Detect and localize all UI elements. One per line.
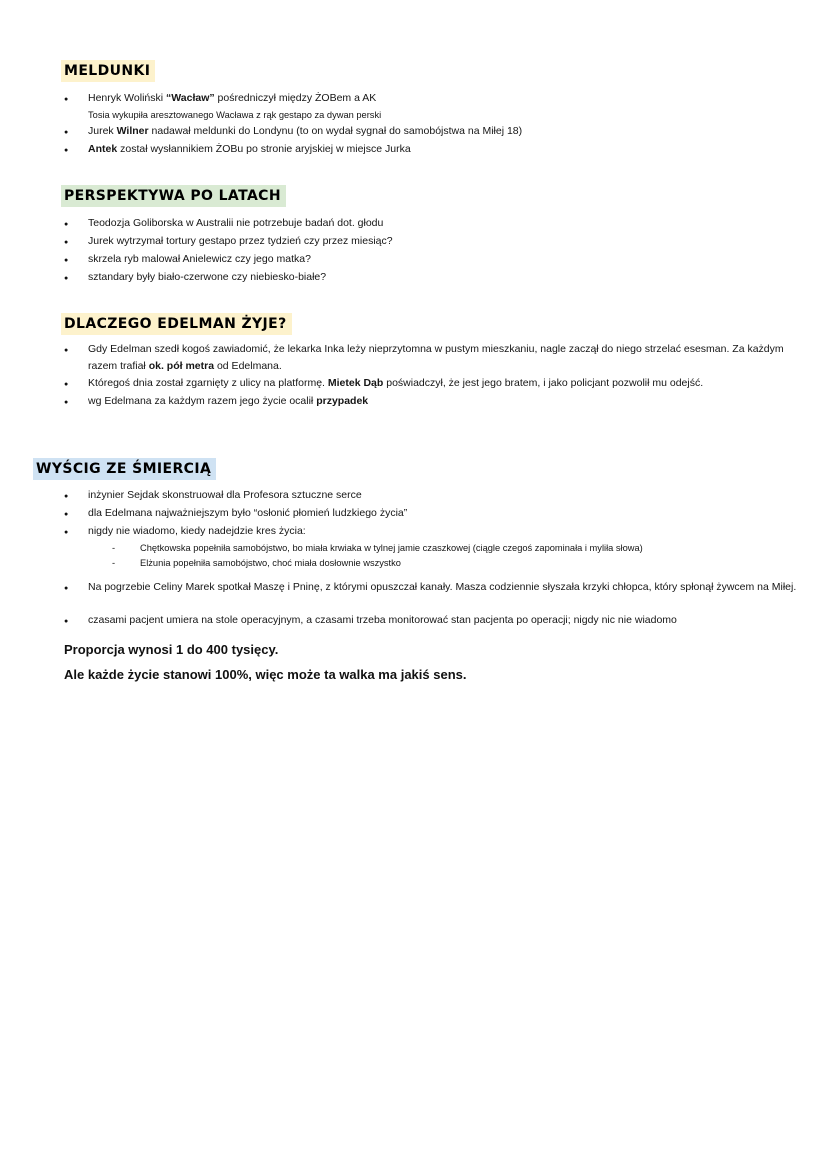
section-title: DLACZEGO EDELMAN ŻYJE? — [61, 313, 292, 335]
closing-line-2: Ale każde życie stanowi 100%, więc może ta walka ma jakiś sens. — [64, 667, 467, 682]
bullet-item — [64, 90, 804, 108]
dash-icon: - — [112, 558, 116, 568]
bullet-text: Któregoś dnia został zgarnięty z ulicy na platformę. Mietek Dąb poświadczył, że jest jego bratem, i jako policjant pozwolił mu odejść. — [88, 377, 704, 389]
section-perspektywa-po-latach — [64, 185, 804, 287]
bullet-icon: ● — [64, 257, 69, 264]
bullet-item — [64, 612, 804, 630]
bullet-icon: ● — [64, 493, 69, 500]
dash-item — [64, 541, 804, 556]
bullet-item — [64, 375, 804, 393]
bullet-item — [64, 251, 804, 269]
bullet-icon: ● — [64, 347, 69, 354]
bullet-icon: ● — [64, 585, 69, 592]
section-title: PERSPEKTYWA PO LATACH — [61, 185, 286, 207]
section-meldunki — [64, 60, 804, 159]
section-dlaczego-edelman-zyje — [64, 313, 804, 411]
bullet-item — [64, 523, 804, 541]
bullet-icon: ● — [64, 129, 69, 136]
bullet-item — [64, 505, 804, 523]
dash-text: Elżunia popełniła samobójstwo, choć miała dosłownie wszystko — [140, 558, 401, 568]
bullet-text: Gdy Edelman szedł kogoś zawiadomić, że lekarka Inka leży nieprzytomna w pustym mieszkaniu, nagle zaczął do niego strzelać esesman. Za każdym razem trafiał ok. pół metra od Edelmana. — [88, 343, 784, 372]
bullet-item — [64, 341, 804, 375]
bullet-icon: ● — [64, 529, 69, 536]
bullet-item — [64, 269, 804, 287]
closing-statement — [64, 637, 804, 687]
bullet-item — [64, 579, 804, 597]
bullet-icon: ● — [64, 618, 69, 625]
bullet-text: inżynier Sejdak skonstruował dla Profesora sztuczne serce — [88, 489, 362, 501]
dash-icon: - — [112, 543, 116, 553]
sub-note-text: Tosia wykupiła aresztowanego Wacława z rąk gestapo za dywan perski — [88, 110, 382, 120]
bullet-text: Na pogrzebie Celiny Marek spotkał Maszę i Pninę, z którymi opuszczał kanały. Masza codziennie słyszała krzyki chłopca, który spłonął żywcem na Miłej. — [88, 581, 797, 593]
bullet-item — [64, 215, 804, 233]
section-title: MELDUNKI — [61, 60, 155, 82]
bullet-icon: ● — [64, 147, 69, 154]
bullet-text: nigdy nie wiadomo, kiedy nadejdzie kres życia: — [88, 525, 306, 537]
bullet-text: Jurek wytrzymał tortury gestapo przez tydzień czy przez miesiąc? — [88, 235, 393, 247]
bullet-text: czasami pacjent umiera na stole operacyjnym, a czasami trzeba monitorować stan pacjenta po operacji; nigdy nic nie wiadomo — [88, 614, 677, 626]
bullet-item — [64, 123, 804, 141]
bullet-icon: ● — [64, 96, 69, 103]
bullet-item — [64, 233, 804, 251]
section-wyscig-ze-smiercia — [36, 458, 804, 630]
bullet-item — [64, 393, 804, 411]
bullet-icon: ● — [64, 221, 69, 228]
bullet-text: Teodozja Goliborska w Australii nie potrzebuje badań dot. głodu — [88, 217, 384, 229]
bullet-text: wg Edelmana za każdym razem jego życie ocalił przypadek — [88, 395, 369, 407]
bullet-text: Antek został wysłannikiem ŻOBu po stronie aryjskiej w miejsce Jurka — [88, 143, 411, 155]
bullet-icon: ● — [64, 275, 69, 282]
dash-item — [64, 556, 804, 571]
bullet-icon: ● — [64, 381, 69, 388]
bullet-text: Jurek Wilner nadawał meldunki do Londynu (to on wydał sygnał do samobójstwa na Miłej 18) — [88, 125, 523, 137]
sub-note — [64, 108, 804, 123]
bullet-item — [64, 487, 804, 505]
bullet-text: sztandary były biało-czerwone czy niebiesko-białe? — [88, 271, 327, 283]
section-title: WYŚCIG ZE ŚMIERCIĄ — [33, 458, 216, 480]
dash-text: Chętkowska popełniła samobójstwo, bo miała krwiaka w tylnej jamie czaszkowej (ciągle czegoś zapominała i myliła słowa) — [140, 543, 643, 553]
bullet-icon: ● — [64, 511, 69, 518]
bullet-text: skrzela ryb malował Anielewicz czy jego matka? — [88, 253, 311, 265]
bullet-item — [64, 141, 804, 159]
closing-line-1: Proporcja wynosi 1 do 400 tysięcy. — [64, 642, 279, 657]
bullet-icon: ● — [64, 399, 69, 406]
bullet-text: Henryk Woliński “Wacław” pośredniczył między ŻOBem a AK — [88, 92, 377, 104]
bullet-text: dla Edelmana najważniejszym było “osłonić płomień ludzkiego życia” — [88, 507, 408, 519]
bullet-icon: ● — [64, 239, 69, 246]
